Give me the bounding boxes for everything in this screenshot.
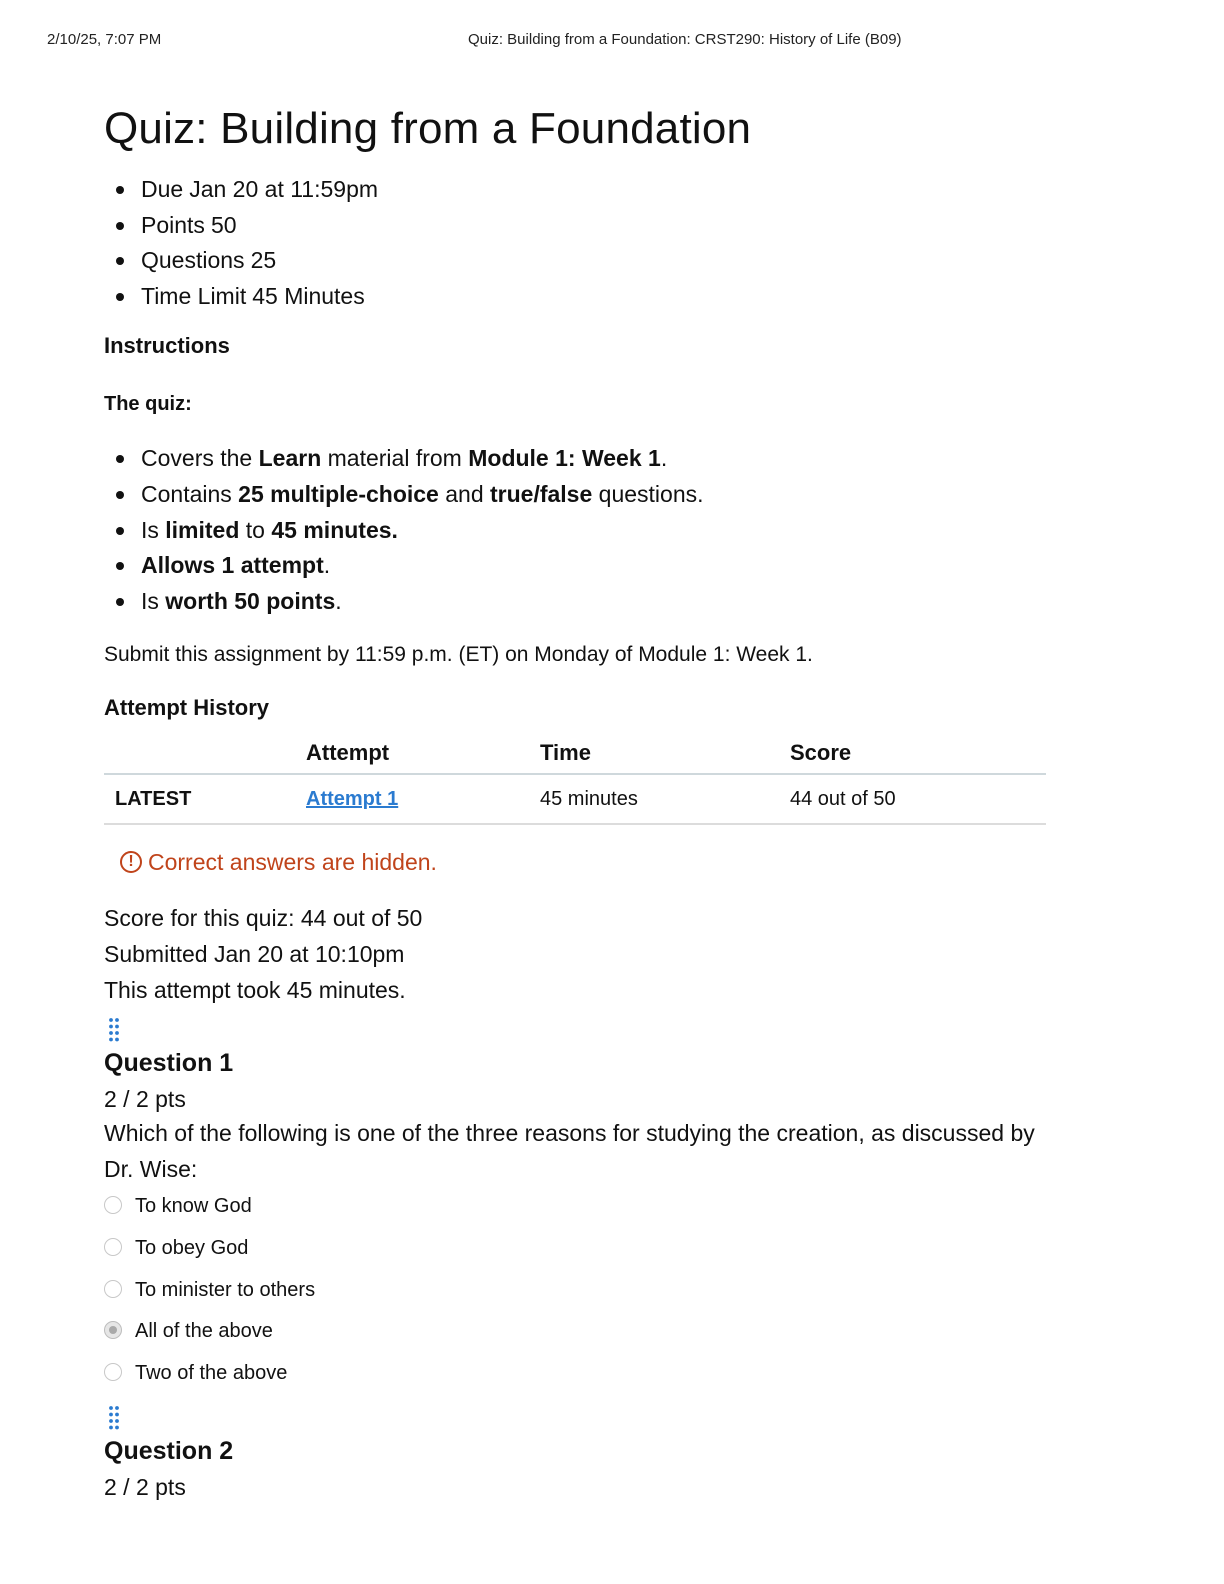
correct-answers-hidden-notice xyxy=(120,847,1064,877)
quiz-content xyxy=(104,100,1064,1504)
hidden-note-text: Correct answers are hidden. xyxy=(148,849,437,876)
radio-button[interactable] xyxy=(104,1196,122,1214)
meta-due: Due Jan 20 at 11:59pm xyxy=(104,172,1064,208)
answer-option[interactable] xyxy=(104,1237,1064,1279)
exclamation-circle-icon: ! xyxy=(120,851,142,873)
answer-option[interactable] xyxy=(104,1279,1064,1321)
print-page-title: Quiz: Building from a Foundation: CRST290: History of Life (B09) xyxy=(468,31,902,48)
answer-option[interactable] xyxy=(104,1362,1064,1404)
meta-time-limit: Time Limit 45 Minutes xyxy=(104,279,1064,315)
answer-label: All of the above xyxy=(135,1320,273,1343)
quiz-meta-list xyxy=(104,172,1064,314)
drag-handle-icon[interactable] xyxy=(104,1404,124,1432)
meta-points: Points 50 xyxy=(104,208,1064,244)
question-1-text: Which of the following is one of the three reasons for studying the creation, as discussed by Dr. Wise: xyxy=(104,1120,1035,1182)
submit-note: Submit this assignment by 11:59 p.m. (ET) on Monday of Module 1: Week 1. xyxy=(104,643,813,667)
score-cell: 44 out of 50 xyxy=(790,774,1046,824)
instruction-item: Allows 1 attempt. xyxy=(104,548,1064,584)
answer-option-selected[interactable] xyxy=(104,1320,1064,1362)
question-2-points: 2 / 2 pts xyxy=(104,1473,186,1500)
instruction-item: Covers the Learn material from Module 1: Week 1. xyxy=(104,441,1064,477)
question-1-title: Question 1 xyxy=(104,1049,234,1078)
instruction-item: Contains 25 multiple-choice and true/false questions. xyxy=(104,477,1064,513)
answer-option[interactable] xyxy=(104,1195,1064,1237)
question-1-points: 2 / 2 pts xyxy=(104,1086,186,1113)
table-row xyxy=(104,774,1046,824)
time-cell: 45 minutes xyxy=(540,774,790,824)
attempt-1-link[interactable]: Attempt 1 xyxy=(306,787,399,810)
radio-button[interactable] xyxy=(104,1238,122,1256)
answer-label: To minister to others xyxy=(135,1278,316,1301)
answer-label: Two of the above xyxy=(135,1362,288,1385)
radio-button-selected[interactable] xyxy=(104,1321,122,1339)
radio-button[interactable] xyxy=(104,1363,122,1381)
instructions-list xyxy=(104,441,1064,619)
drag-handle-icon[interactable] xyxy=(104,1016,124,1044)
meta-questions: Questions 25 xyxy=(104,243,1064,279)
the-quiz-heading: The quiz: xyxy=(104,393,192,416)
answer-label: To know God xyxy=(135,1195,252,1218)
column-header-time: Time xyxy=(540,733,790,774)
instructions-heading: Instructions xyxy=(104,333,230,359)
submitted-line: Submitted Jan 20 at 10:10pm xyxy=(104,940,405,967)
instruction-item: Is worth 50 points. xyxy=(104,584,1064,620)
result-summary xyxy=(104,901,1064,1008)
table-header-row xyxy=(104,733,1046,774)
latest-tag: LATEST xyxy=(104,774,306,824)
attempt-history-heading: Attempt History xyxy=(104,695,270,721)
radio-button[interactable] xyxy=(104,1280,122,1298)
question-2-title: Question 2 xyxy=(104,1436,234,1465)
duration-line: This attempt took 45 minutes. xyxy=(104,976,406,1003)
question-1-answers xyxy=(104,1195,1064,1403)
print-header xyxy=(0,31,1224,51)
answer-label: To obey God xyxy=(135,1237,249,1259)
page-title: Quiz: Building from a Foundation xyxy=(104,104,752,153)
score-line: Score for this quiz: 44 out of 50 xyxy=(104,905,423,932)
attempt-cell xyxy=(306,774,540,824)
print-datetime: 2/10/25, 7:07 PM xyxy=(47,31,162,48)
attempt-history-table xyxy=(104,733,1046,825)
column-header-attempt: Attempt xyxy=(306,733,540,774)
column-header xyxy=(104,733,306,774)
instruction-item: Is limited to 45 minutes. xyxy=(104,513,1064,549)
column-header-score: Score xyxy=(790,733,1046,774)
